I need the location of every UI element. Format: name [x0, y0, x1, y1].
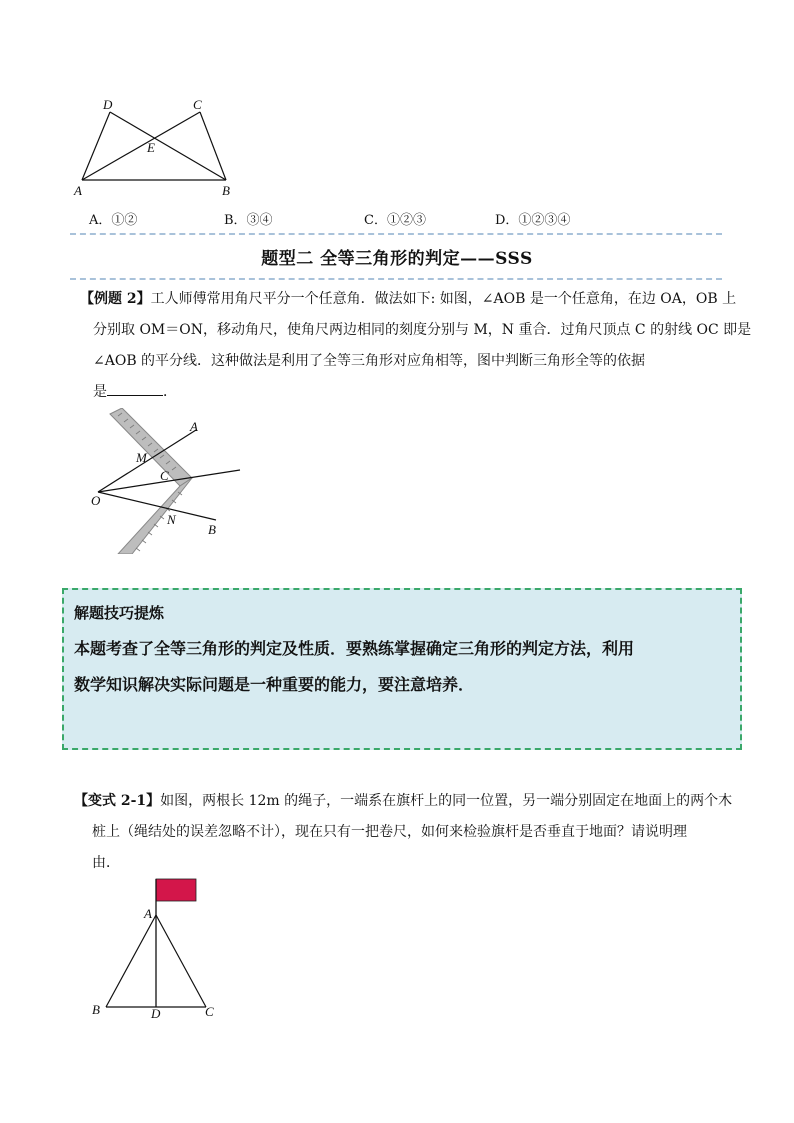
label-E: E	[147, 140, 155, 155]
label-A2: A	[190, 419, 198, 434]
divider-bottom	[70, 278, 722, 280]
variant-line-2: 桩上（绳结处的误差忽略不计），现在只有一把卷尺，如何来检验旗杆是否垂直于地面？请说明理	[92, 824, 687, 840]
example-2	[80, 284, 752, 408]
example-line-3: ∠AOB 的平分线．这种做法是利用了全等三角形对应角相等，图中判断三角形全等的依据	[93, 353, 646, 369]
option-a[interactable]: A．①②	[89, 213, 138, 228]
option-b[interactable]: B．③④	[224, 213, 273, 228]
example-line-4a: 是	[93, 384, 107, 400]
flag	[156, 879, 196, 901]
label-C: C	[193, 97, 202, 112]
label-D: D	[103, 97, 113, 112]
label-C2: C	[160, 468, 169, 483]
label-B: B	[222, 183, 230, 198]
tip-box	[62, 588, 742, 750]
example-line-2: 分别取 OM＝ON，移动角尺，使角尺两边相同的刻度分别与 M，N 重合．过角尺顶点 C 的射线 OC 即是	[93, 322, 752, 338]
figure-angle-bisector	[88, 408, 258, 554]
option-c[interactable]: C．①②③	[364, 213, 426, 228]
example-line-1: 工人师傅常用角尺平分一个任意角．做法如下: 如图，∠AOB 是一个任意角，在边 OA，OB 上	[150, 291, 737, 307]
divider-top	[70, 233, 722, 235]
figure-flagpole	[92, 875, 222, 1015]
label-B2: B	[208, 522, 216, 537]
tip-line-2: 数学知识解决实际问题是一种重要的能力，要注意培养．	[74, 675, 475, 694]
tip-title: 解题技巧提炼	[74, 604, 165, 622]
answer-blank[interactable]	[107, 381, 163, 396]
variant-tag: 【变式 2-1】	[74, 793, 161, 809]
section-heading: 题型二 全等三角形的判定——SSS	[261, 249, 533, 269]
variant-2-1	[74, 786, 734, 879]
label-C3: C	[205, 1004, 214, 1019]
tip-line-1: 本题考查了全等三角形的判定及性质．要熟练掌握确定三角形的判定方法，利用	[74, 639, 635, 658]
label-O: O	[91, 493, 101, 508]
option-d[interactable]: D．①②③④	[495, 213, 571, 228]
example-tag: 【例题 2】	[80, 291, 151, 307]
label-A: A	[74, 183, 82, 198]
label-N: N	[167, 512, 176, 527]
label-B3: B	[92, 1002, 100, 1017]
label-D3: D	[151, 1006, 161, 1021]
variant-line-3: 由．	[92, 855, 120, 871]
example-line-4b: ．	[163, 384, 177, 400]
label-A3: A	[144, 906, 152, 921]
label-M: M	[136, 450, 147, 465]
variant-line-1: 如图，两根长 12m 的绳子，一端系在旗杆上的同一位置，另一端分别固定在地面上的两个木	[160, 793, 733, 809]
